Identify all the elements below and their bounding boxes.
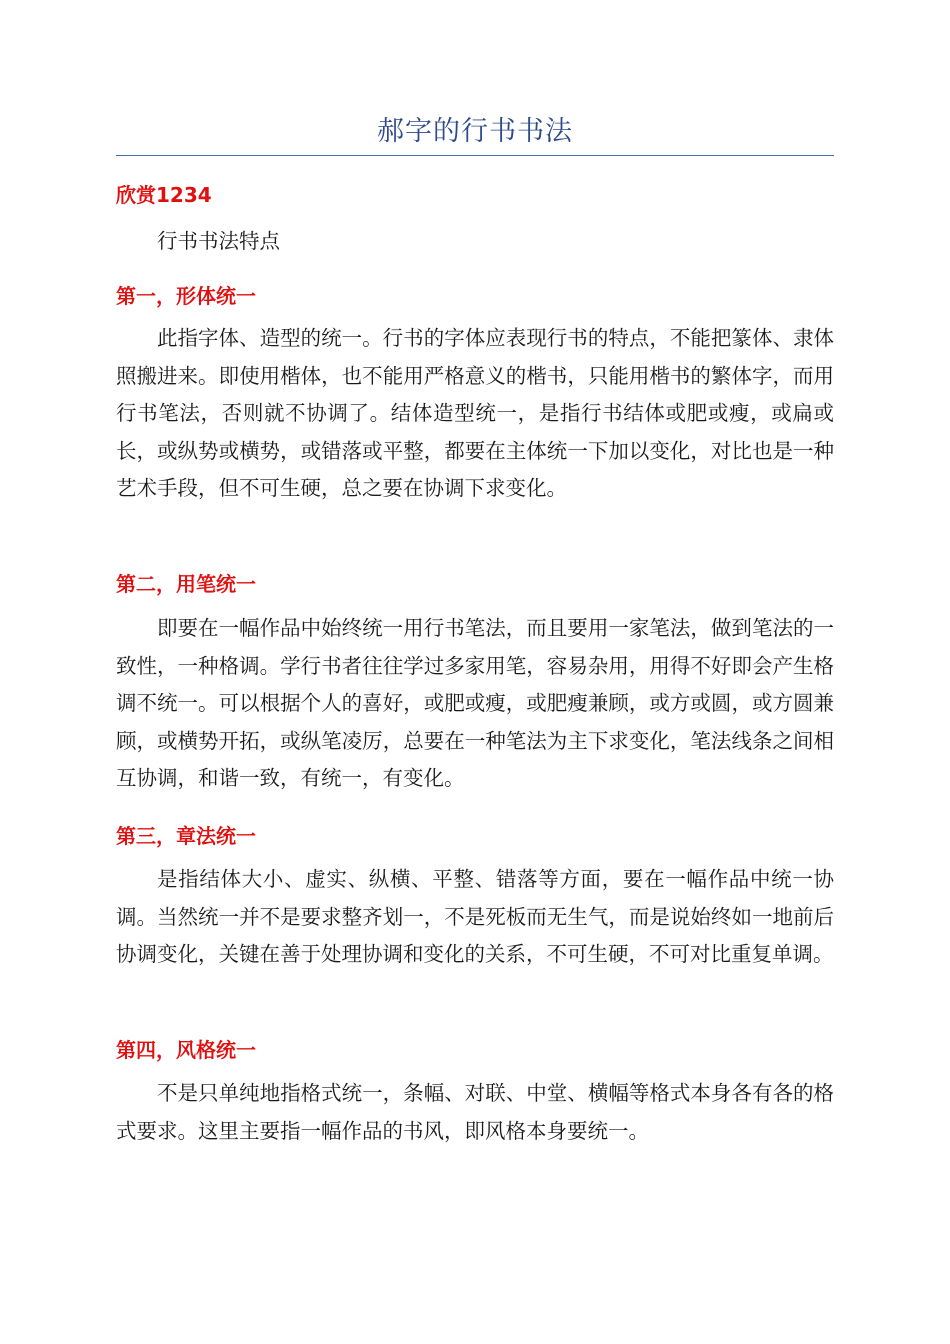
section-heading-2: 第二，用笔统一 — [116, 572, 256, 596]
appreciation-heading: 欣赏1234 — [116, 183, 212, 207]
intro-line: 行书书法特点 — [157, 229, 280, 253]
section-body-3: 是指结体大小、虚实、纵横、平整、错落等方面，要在一幅作品中统一协调。当然统一并不是要求整齐划一，不是死板而无生气，而是说始终如一地前后协调变化，关键在善于处理协调和变化的关系，不可生硬，不可对比重复单调。 — [116, 867, 834, 966]
document-title: 郝字的行书书法 — [377, 116, 573, 147]
section-body-1: 此指字体、造型的统一。行书的字体应表现行书的特点，不能把篆体、隶体照搬进来。即使用楷体，也不能用严格意义的楷书，只能用楷书的繁体字，而用行书笔法，否则就不协调了。结体造型统一，是指行书结体或肥或瘦，或扁或长，或纵势或横势，或错落或平整，都要在主体统一下加以变化，对比也是一种艺术手段，但不可生硬，总之要在协调下求变化。 — [116, 326, 834, 500]
section-heading-3: 第三，章法统一 — [116, 824, 256, 848]
section-heading-4: 第四，风格统一 — [116, 1038, 256, 1062]
section-heading-1: 第一，形体统一 — [116, 284, 256, 308]
section-body-2: 即要在一幅作品中始终统一用行书笔法，而且要用一家笔法，做到笔法的一致性，一种格调。学行书者往往学过多家用笔，容易杂用，用得不好即会产生格调不统一。可以根据个人的喜好，或肥或瘦，或肥瘦兼顾，或方或圆，或方圆兼顾，或横势开拓，或纵笔凌厉，总要在一种笔法为主下求变化，笔法线条之间相互协调，和谐一致，有统一，有变化。 — [116, 616, 834, 790]
title-underline — [116, 155, 834, 156]
section-body-4: 不是只单纯地指格式统一，条幅、对联、中堂、横幅等格式本身各有各的格式要求。这里主要指一幅作品的书风，即风格本身要统一。 — [116, 1081, 834, 1143]
